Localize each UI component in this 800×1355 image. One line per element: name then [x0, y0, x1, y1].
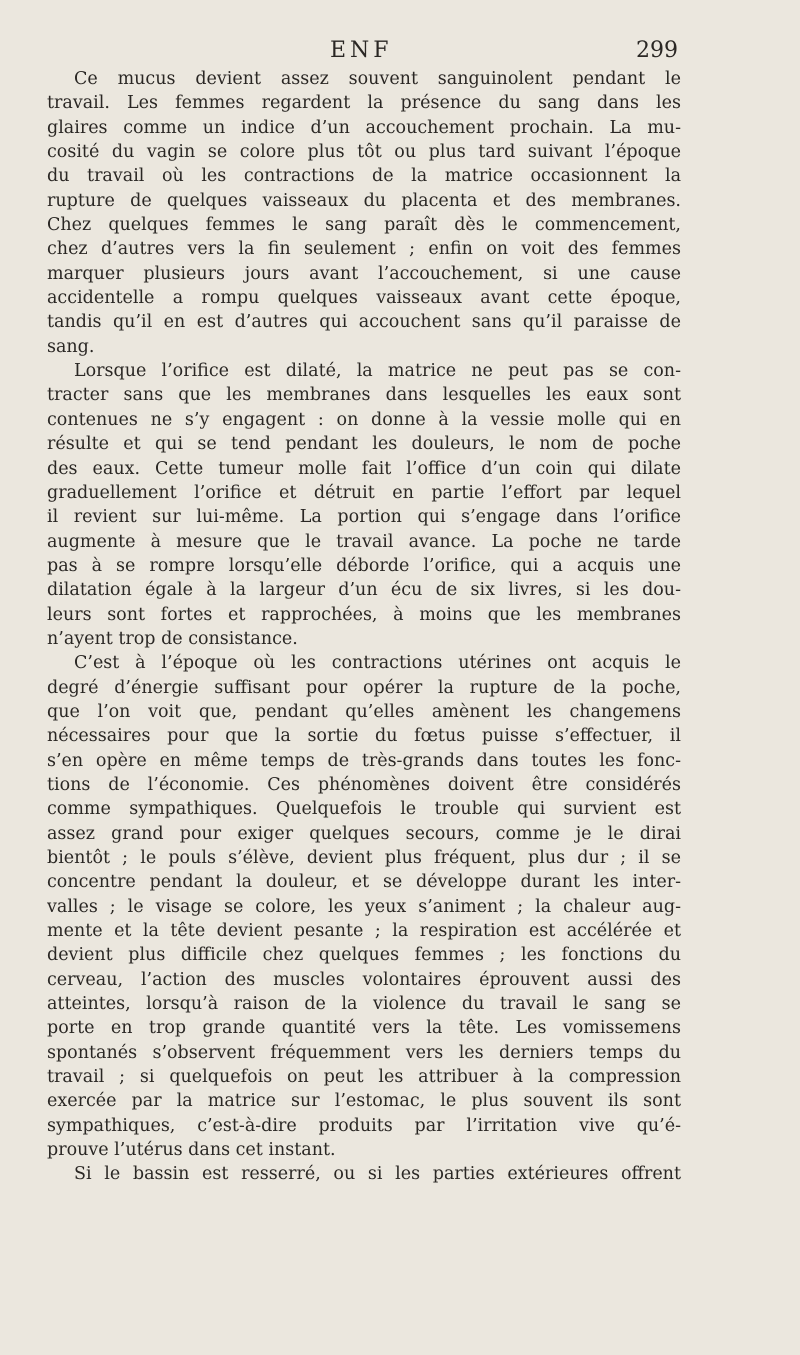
text-line: porte en trop grande quantité vers la tête. Les vomissemens — [47, 1018, 681, 1039]
text-line: cerveau, l’action des muscles volontaires éprouvent aussi des — [47, 969, 681, 990]
text-line: travail. Les femmes regardent la présence du sang dans les — [47, 93, 681, 114]
text-line: résulte et qui se tend pendant les douleurs, le nom de poche — [47, 434, 681, 455]
paragraph-3 — [47, 651, 681, 1162]
text-line: chez d’autres vers la fin seulement ; enfin on voit des femmes — [47, 239, 681, 260]
text-line: devient plus difficile chez quelques femmes ; les fonctions du — [47, 945, 681, 966]
paragraph-4 — [47, 1162, 681, 1186]
text-line: accidentelle a rompu quelques vaisseaux avant cette époque, — [47, 288, 681, 309]
text-line: C’est à l’époque où les contractions utérines ont acquis le — [74, 653, 681, 674]
text-line: Chez quelques femmes le sang paraît dès le commencement, — [47, 215, 681, 236]
page-header — [0, 36, 800, 66]
text-line: glaires comme un indice d’un accouchement prochain. La mu- — [47, 117, 681, 138]
text-line: il revient sur lui-même. La portion qui s’engage dans l’orifice — [47, 507, 681, 528]
text-line: contenues ne s’y engagent : on donne à la vessie molle qui en — [47, 409, 681, 430]
text-line: sympathiques, c’est-à-dire produits par l’irritation vive qu’é- — [47, 1115, 681, 1136]
text-line: assez grand pour exiger quelques secours, comme je le dirai — [47, 823, 681, 844]
running-head: ENF — [330, 38, 393, 63]
text-line: sang. — [47, 336, 95, 357]
text-line: mente et la tête devient pesante ; la respiration est accélérée et — [47, 921, 681, 942]
body-text — [47, 67, 681, 1187]
text-line: du travail où les contractions de la matrice occasionnent la — [47, 166, 681, 187]
text-line: leurs sont fortes et rapprochées, à moins que les membranes — [47, 604, 681, 625]
page-number: 299 — [636, 38, 678, 63]
text-line: concentre pendant la douleur, et se développe durant les inter- — [47, 872, 681, 893]
text-line: travail ; si quelquefois on peut les attribuer à la compression — [47, 1067, 681, 1088]
text-line: valles ; le visage se colore, les yeux s’animent ; la chaleur aug- — [47, 896, 681, 917]
text-line: s’en opère en même temps de très-grands dans toutes les fonc- — [47, 750, 681, 771]
text-line: Lorsque l’orifice est dilaté, la matrice ne peut pas se con- — [74, 361, 681, 382]
text-line: Si le bassin est resserré, ou si les parties extérieures offrent — [74, 1164, 681, 1185]
text-line: exercée par la matrice sur l’estomac, le plus souvent ils sont — [47, 1091, 681, 1112]
text-line: graduellement l’orifice et détruit en partie l’effort par lequel — [47, 482, 681, 503]
text-line: atteintes, lorsqu’à raison de la violence du travail le sang se — [47, 994, 681, 1015]
text-line: dilatation égale à la largeur d’un écu de six livres, si les dou- — [47, 580, 681, 601]
paragraph-1 — [47, 67, 681, 359]
text-line: bientôt ; le pouls s’élève, devient plus fréquent, plus dur ; il se — [47, 848, 681, 868]
text-line: pas à se rompre lorsqu’elle déborde l’orifice, qui a acquis une — [47, 555, 681, 576]
text-line: tandis qu’il en est d’autres qui accouchent sans qu’il paraisse de — [47, 312, 681, 333]
paragraph-2 — [47, 359, 681, 651]
text-line: marquer plusieurs jours avant l’accouchement, si une cause — [47, 263, 681, 284]
text-line: comme sympathiques. Quelquefois le trouble qui survient est — [47, 799, 681, 820]
text-line: Ce mucus devient assez souvent sanguinolent pendant le — [74, 69, 681, 89]
text-line: cosité du vagin se colore plus tôt ou plus tard suivant l’époque — [47, 142, 681, 163]
text-line: spontanés s’observent fréquemment vers les derniers temps du — [47, 1042, 681, 1063]
text-line: degré d’énergie suffisant pour opérer la rupture de la poche, — [47, 677, 681, 698]
text-line: prouve l’utérus dans cet instant. — [47, 1140, 336, 1161]
text-line: tracter sans que les membranes dans lesquelles les eaux sont — [47, 385, 681, 406]
text-line: rupture de quelques vaisseaux du placenta et des membranes. — [47, 190, 681, 211]
text-line: des eaux. Cette tumeur molle fait l’office d’un coin qui dilate — [47, 458, 681, 479]
text-line: nécessaires pour que la sortie du fœtus puisse s’effectuer, il — [47, 726, 681, 747]
text-line: tions de l’économie. Ces phénomènes doivent être considérés — [47, 774, 681, 795]
text-line: augmente à mesure que le travail avance. La poche ne tarde — [47, 531, 681, 552]
text-line: que l’on voit que, pendant qu’elles amènent les changemens — [47, 701, 681, 722]
text-line: n’ayent trop de consistance. — [47, 628, 298, 649]
